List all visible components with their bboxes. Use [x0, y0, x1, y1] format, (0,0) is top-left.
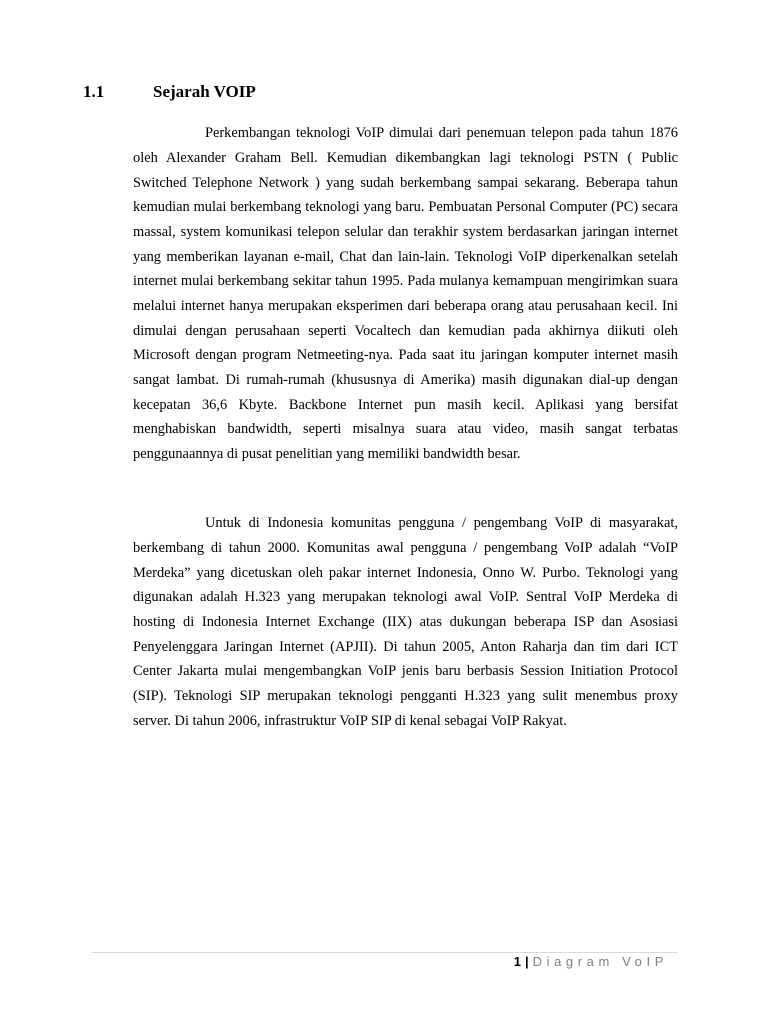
page-footer: [514, 954, 668, 969]
body-paragraph: Perkembangan teknologi VoIP dimulai dari penemuan telepon pada tahun 1876 oleh Alexander Graham Bell. Kemudian dikembangkan lagi teknologi PSTN ( Public Switched Telephone Network ) yang sudah berkembang sampai sekarang. Beberapa tahun kemudian mulai berkembang teknologi yang baru. Pembuatan Personal Computer (PC) secara massal, system komunikasi telepon selular dan terakhir system berdasarkan jaringan internet yang memberikan layanan e-mail, Chat dan lain-lain. Teknologi VoIP diperkenalkan setelah internet mulai berkembang sekitar tahun 1995. Pada mulanya kemampuan mengirimkan suara melalui internet hanya merupakan eksperimen dari beberapa orang atau perusahaan kecil. Ini dimulai dengan perusahaan seperti Vocaltech dan kemudian pada akhirnya diikuti oleh Microsoft dengan program Netmeeting-nya. Pada saat itu jaringan komputer internet masih sangat lambat. Di rumah-rumah (khususnya di Amerika) masih digunakan dial-up dengan kecepatan 36,6 Kbyte. Backbone Internet pun masih kecil. Aplikasi yang bersifat menghabiskan bandwidth, seperti misalnya suara atau video, masih sangat terbatas penggunaannya di pusat penelitian yang memiliki bandwidth besar.: [133, 125, 678, 462]
body-paragraph: Untuk di Indonesia komunitas pengguna / pengembang VoIP di masyarakat, berkembang di tahun 2000. Komunitas awal pengguna / pengembang VoIP adalah “VoIP Merdeka” yang dicetuskan oleh pakar internet Indonesia, Onno W. Purbo. Teknologi yang digunakan adalah H.323 yang merupakan teknologi awal VoIP. Sentral VoIP Merdeka di hosting di Indonesia Internet Exchange (IIX) atas dukungan beberapa ISP dan Asosiasi Penyelenggara Jaringan Internet (APJII). Di tahun 2005, Anton Raharja dan tim dari ICT Center Jakarta mulai mengembangkan VoIP jenis baru berbasis Session Initiation Protocol (SIP). Teknologi SIP merupakan teknologi pengganti H.323 yang sulit menembus proxy server. Di tahun 2006, infrastruktur VoIP SIP di kenal sebagai VoIP Rakyat.: [133, 515, 678, 729]
section-number: 1.1: [83, 82, 105, 101]
footer-label: Diagram VoIP: [532, 954, 668, 969]
section-title: Sejarah VOIP: [153, 82, 256, 101]
footer-divider: [92, 952, 678, 953]
page-number: 1: [513, 954, 521, 969]
footer-separator: |: [524, 954, 529, 969]
